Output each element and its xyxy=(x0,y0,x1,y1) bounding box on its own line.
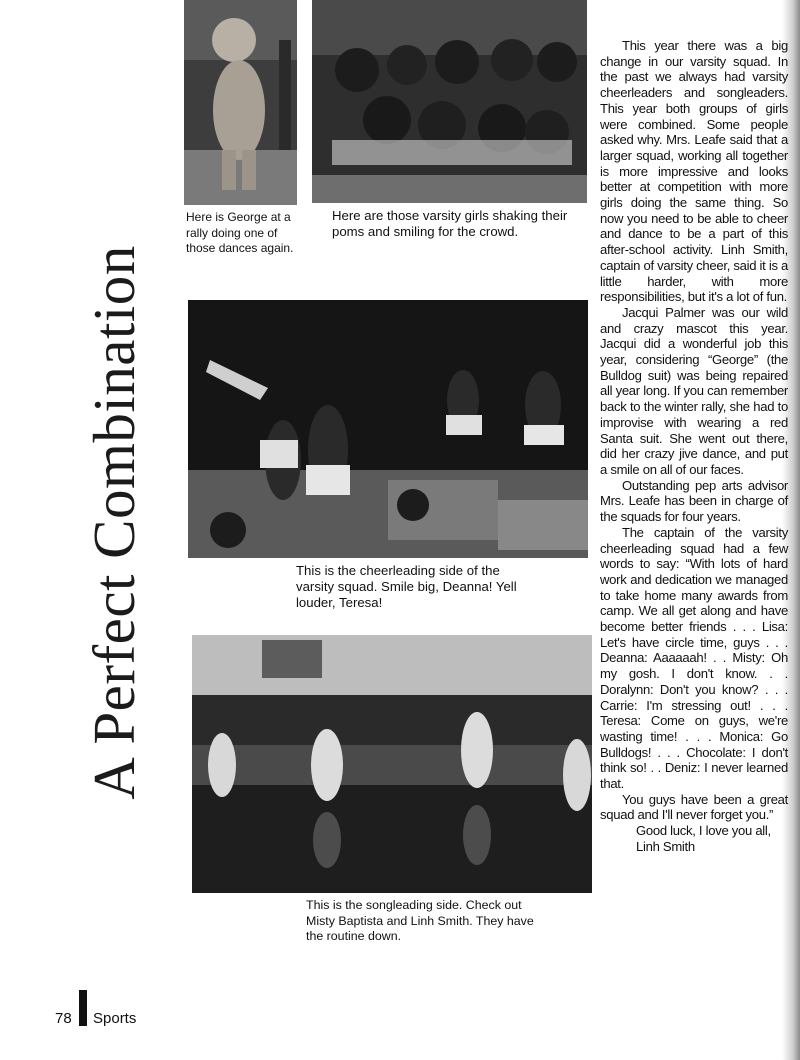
page-footer xyxy=(55,990,255,1026)
article-signature: Linh Smith xyxy=(636,838,695,854)
section-label: Sports xyxy=(93,1010,137,1027)
mascot-photo xyxy=(184,0,297,205)
article-signoff: Good luck, I love you all, xyxy=(636,823,771,839)
folio-bar xyxy=(79,990,87,1026)
song-photo xyxy=(192,635,592,893)
cheer-caption: This is the cheerleading side of the varsity squad. Smile big, Deanna! Yell louder, Teresa! xyxy=(296,563,517,610)
page-number: 78 xyxy=(55,1010,72,1027)
cheer-photo xyxy=(188,300,588,558)
article-paragraph-2: Jacqui Palmer was our wild and crazy mascot this year. Jacqui did a wonderful job this year, considering “George” (the Bulldog suit) was being repaired all year long. If you can remember back to the winter rally, she had to improvise with wearing a red Santa suit. She went out there, did her crazy jive dance, and put a smile on all of our faces. xyxy=(600,304,788,477)
poms-photo xyxy=(312,0,587,203)
page-title: A Perfect Combination xyxy=(81,245,147,800)
article-column xyxy=(600,38,788,855)
article-paragraph-1: This year there was a big change in our varsity squad. In the past we always had varsity cheerleaders and songleaders. This year both groups of girls were combined. Some people asked why. Mrs. Leafe said that a larger squad, working all together is more impressive and looks better at competition with more girls doing the same thing. So now you need to be able to cheer and dance to be a part of this after-school activity. Linh Smith, captain of varsity cheer, said it is a little harder, with more responsibilities, but it's a lot of fun. xyxy=(600,38,789,305)
mascot-caption: Here is George at a rally doing one of those dances again. xyxy=(186,210,294,255)
article-paragraph-4: The captain of the varsity cheerleading squad had a few words to say: “With lots of hard work and dedication we managed to take home many awards from camp. We all get along and have become better friends . . . Lisa: Let's have circle time, guys . . . Deanna: Aaaaaah! . . Misty: Oh my gosh. I don't know. . . Doralynn: Don't you know? . . . Carrie: I'm stressing out! . . . Teresa: Come on guys, we're wasting time! . . . Monica: Go Bulldogs! . . . Chocolate: I don't think so! . . Deniz: I never learned that. xyxy=(600,524,788,792)
song-caption: This is the songleading side. Check out Misty Baptista and Linh Smith. They have the routine down. xyxy=(306,898,534,943)
article-paragraph-5: You guys have been a great squad and I'll never forget you.” xyxy=(600,791,788,823)
title-wrap xyxy=(82,150,146,895)
article-paragraph-3: Outstanding pep arts advisor Mrs. Leafe has been in charge of the squads for four years. xyxy=(600,477,788,525)
poms-caption: Here are those varsity girls shaking their poms and smiling for the crowd. xyxy=(332,208,568,239)
